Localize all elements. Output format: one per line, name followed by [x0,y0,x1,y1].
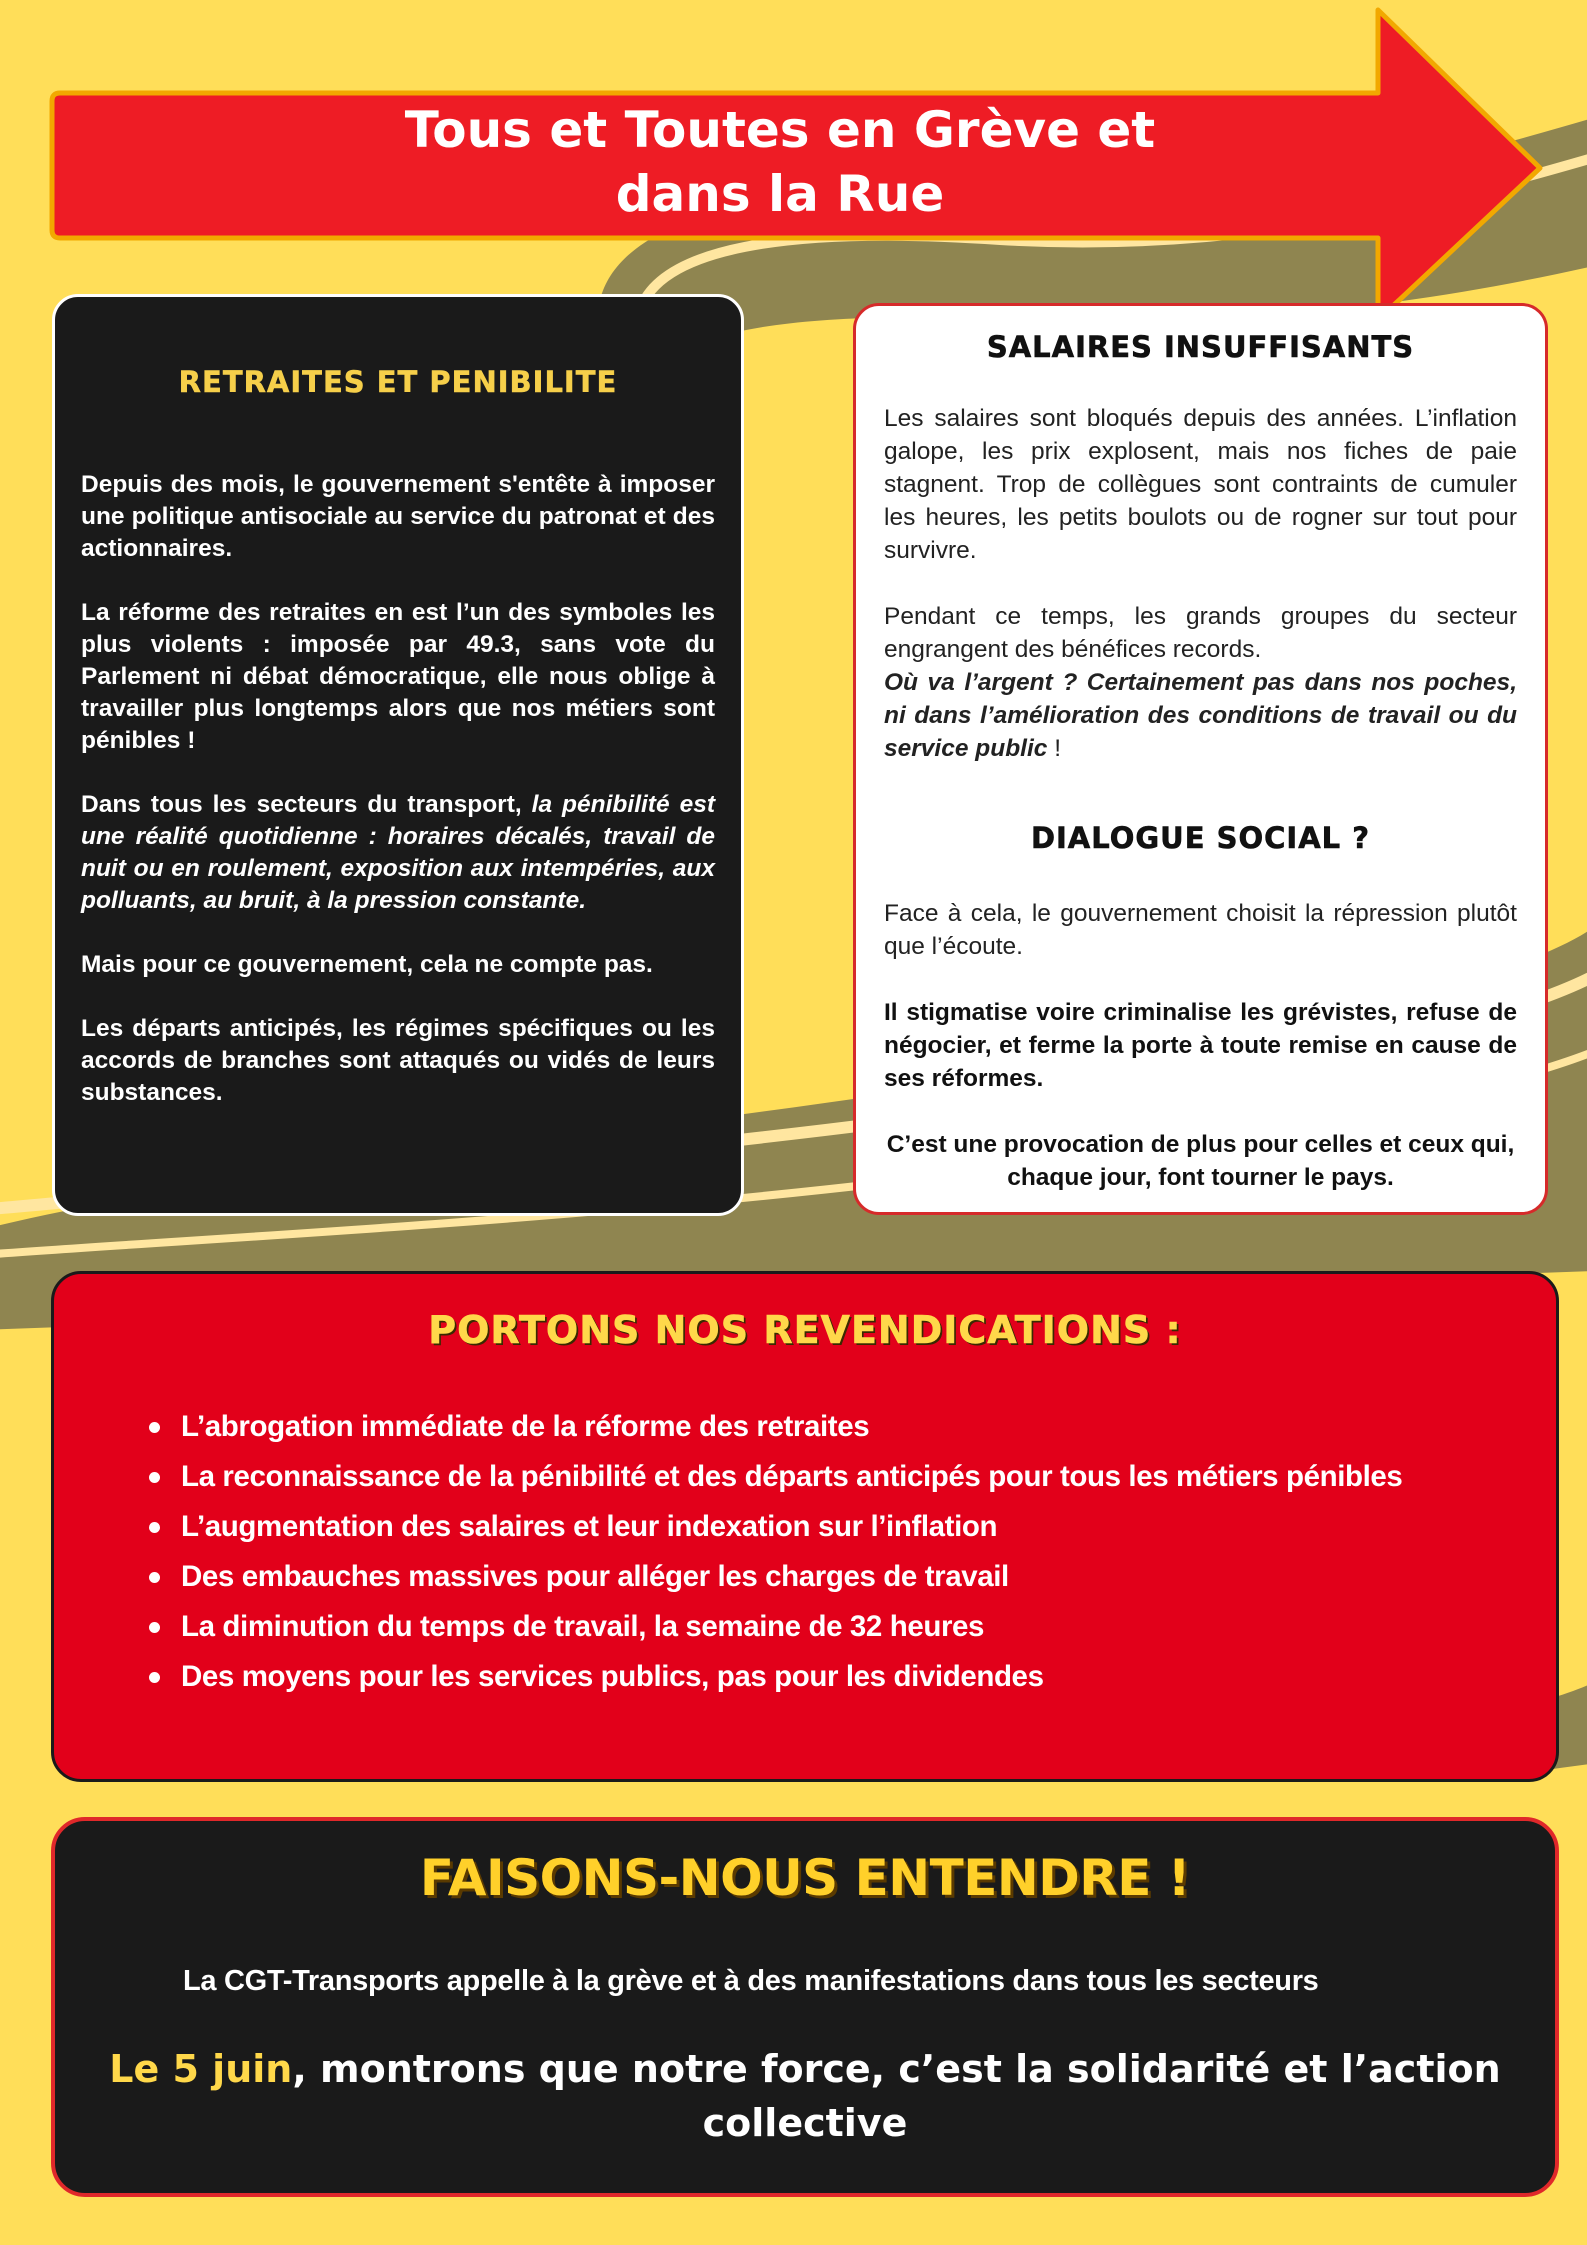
retraites-p3-start: Dans tous les secteurs du transport, [81,791,532,818]
salaires-paragraph-1: Les salaires sont bloqués depuis des années. L’inflation galope, les prix explosent, mais nos fiches de paie stagnent. Trop de collègues sont contraints de cumuler les heures, les petits boulots ou de rogner sur tout pour survivre. [884,405,1517,564]
list-item: La diminution du temps de travail, la semaine de 32 heures [149,1602,1556,1652]
salaires-panel [853,303,1548,1215]
retraites-paragraph-3 [81,789,715,917]
appel-date: Le 5 juin [109,2047,293,2091]
revendications-list [54,1402,1556,1702]
banner-title [60,98,1500,226]
appel-final [90,2042,1520,2150]
salaires-paragraph-2 [884,600,1517,765]
retraites-paragraph-2: La réforme des retraites en est l’un des symboles les plus violents : imposée par 49.3, sans vote du Parlement ni débat démocratique, elle nous oblige à travailler plus longtemps alors que nos métiers sont pénibles ! [81,599,715,754]
dialogue-paragraph-3: C’est une provocation de plus pour celles et ceux qui, chaque jour, font tourner le pays. [886,1131,1515,1191]
dialogue-paragraph-1: Face à cela, le gouvernement choisit la répression plutôt que l’écoute. [884,900,1517,960]
salaires-p2-end: ! [1047,735,1062,762]
banner-title-line2: dans la Rue [615,165,945,223]
salaires-p2-start: Pendant ce temps, les grands groupes du secteur engrangent des bénéfices records. [884,603,1517,663]
list-item: L’augmentation des salaires et leur indexation sur l’inflation [149,1502,1556,1552]
retraites-paragraph-1: Depuis des mois, le gouvernement s'entête à imposer une politique antisociale au service du patronat et des actionnaires. [81,471,715,562]
retraites-paragraph-4: Mais pour ce gouvernement, cela ne compte pas. [81,951,653,978]
revendications-title: PORTONS NOS REVENDICATIONS : [428,1308,1182,1352]
retraites-paragraph-5: Les départs anticipés, les régimes spécifiques ou les accords de branches sont attaqués ou vidés de leurs substances. [81,1015,715,1106]
appel-final-text: , montrons que notre force, c’est la solidarité et l’action collective [292,2047,1501,2145]
revendications-panel [51,1271,1559,1782]
list-item: La reconnaissance de la pénibilité et des départs anticipés pour tous les métiers pénibles [149,1452,1556,1502]
salaires-p2-italic: Où va l’argent ? Certainement pas dans nos poches, ni dans l’amélioration des conditions de travail ou du service public [884,669,1517,762]
banner-title-line1: Tous et Toutes en Grève et [404,101,1156,159]
retraites-panel [52,294,744,1216]
list-item: Des embauches massives pour alléger les charges de travail [149,1552,1556,1602]
retraites-title: RETRAITES ET PENIBILITE [178,365,618,399]
dialogue-paragraph-2: Il stigmatise voire criminalise les grévistes, refuse de négocier, et ferme la porte à toute remise en cause de ses réformes. [884,999,1517,1092]
list-item: L’abrogation immédiate de la réforme des retraites [149,1402,1556,1452]
list-item: Des moyens pour les services publics, pas pour les dividendes [149,1652,1556,1702]
dialogue-title: DIALOGUE SOCIAL ? [1030,821,1371,855]
appel-title: FAISONS-NOUS ENTENDRE ! [419,1849,1191,1907]
retraites-p3-italic: la pénibilité est une réalité quotidienne : horaires décalés, travail de nuit ou en roulement, exposition aux intempéries, aux polluants, au bruit, à la pression constante. [81,791,715,914]
appel-subtitle: La CGT-Transports appelle à la grève et à des manifestations dans tous les secteurs [183,1965,1319,1997]
salaires-title: SALAIRES INSUFFISANTS [986,330,1415,364]
appel-panel [51,1817,1559,2197]
